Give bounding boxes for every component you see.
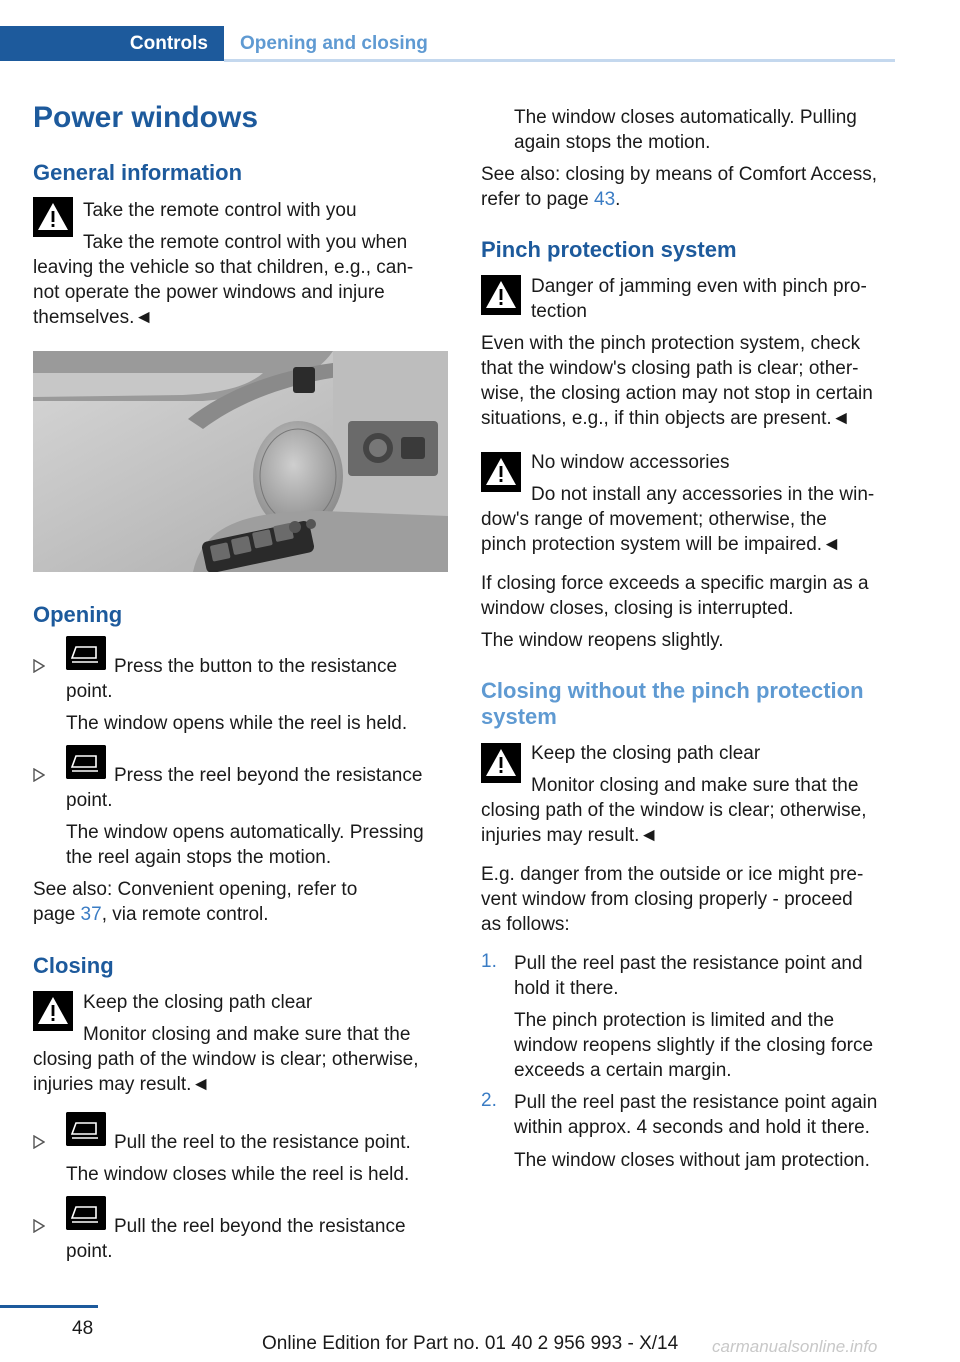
step-number: 2. — [481, 1090, 497, 1111]
warning-text: Monitor closing and make sure that the — [531, 775, 859, 796]
body-text: as follows: — [481, 914, 570, 935]
triangle-bullet-icon — [33, 1135, 45, 1149]
warning-title: Danger of jamming even with pinch pro- — [531, 276, 867, 297]
warning-text: closing path of the window is clear; otherwise, — [481, 800, 867, 821]
see-also-suffix: . — [615, 189, 621, 210]
body-text: vent window from closing properly - proceed — [481, 889, 853, 910]
closing-heading: Closing — [33, 953, 114, 978]
warning-triangle-icon — [481, 275, 521, 315]
opening-step-note: The window opens automatically. Pressing — [66, 822, 424, 843]
closing-without-pinch-heading — [481, 678, 864, 730]
warning-title: Take the remote control with you — [83, 200, 357, 221]
closing-step-text: Pull the reel beyond the resistance — [114, 1216, 406, 1237]
see-also-text: See also: Convenient opening, refer to — [33, 879, 358, 900]
step-text: within approx. 4 seconds and hold it there. — [514, 1117, 870, 1138]
opening-step-text: Press the reel beyond the resistance — [114, 765, 423, 786]
opening-step-note: The window opens while the reel is held. — [66, 713, 408, 734]
opening-step-text: point. — [66, 790, 113, 811]
closing-step-text: point. — [66, 1241, 113, 1262]
warning-text: wise, the closing action may not stop in certain — [481, 383, 873, 404]
warning-triangle-icon — [481, 743, 521, 783]
warning-text: that the window's closing path is clear; other- — [481, 358, 859, 379]
warning-text: Monitor closing and make sure that the — [83, 1024, 411, 1045]
step-text: Pull the reel past the resistance point again — [514, 1092, 878, 1113]
triangle-bullet-icon — [33, 659, 45, 673]
warning-text: situations, e.g., if thin objects are present.◄ — [481, 408, 851, 429]
warning-text: themselves.◄ — [33, 307, 154, 328]
see-also-text — [33, 902, 269, 927]
warning-text: dow's range of movement; otherwise, the — [481, 509, 827, 530]
opening-step-text: Press the button to the resistance — [114, 656, 398, 677]
body-text: If closing force exceeds a specific margin as a — [481, 573, 869, 594]
page-link-37[interactable]: 37 — [80, 904, 102, 925]
warning-title: No window accessories — [531, 452, 730, 473]
step-note: The pinch protection is limited and the — [514, 1010, 835, 1031]
tab-opening-and-closing: Opening and closing — [240, 33, 428, 54]
header-divider — [224, 59, 895, 62]
warning-title: Keep the closing path clear — [531, 743, 761, 764]
see-also-suffix: , via remote control. — [101, 904, 269, 925]
window-switch-icon — [66, 636, 106, 670]
warning-triangle-icon — [33, 197, 73, 237]
warning-text: injuries may result.◄ — [481, 825, 659, 846]
see-also-text: See also: closing by means of Comfort Access, — [481, 164, 878, 185]
warning-text: closing path of the window is clear; otherwise, — [33, 1049, 419, 1070]
step-text: hold it there. — [514, 978, 619, 999]
triangle-bullet-icon — [33, 768, 45, 782]
body-text: The window reopens slightly. — [481, 630, 724, 651]
step-note: exceeds a certain margin. — [514, 1060, 732, 1081]
closing-step-note: The window closes automatically. Pulling — [514, 107, 857, 128]
warning-text: pinch protection system will be impaired.◄ — [481, 534, 841, 555]
warning-title: tection — [531, 301, 587, 322]
see-also-prefix: page — [33, 904, 81, 925]
warning-text: not operate the power windows and injure — [33, 282, 385, 303]
watermark-text: carmanualsonline.info — [712, 1337, 878, 1356]
footer-divider — [0, 1305, 98, 1308]
opening-heading: Opening — [33, 602, 123, 627]
tab-controls: Controls — [0, 26, 224, 61]
opening-step-text: point. — [66, 681, 113, 702]
door-panel-photo — [33, 351, 448, 572]
triangle-bullet-icon — [33, 1219, 45, 1233]
body-text: window closes, closing is interrupted. — [481, 598, 794, 619]
warning-text: leaving the vehicle so that children, e.g., can- — [33, 257, 414, 278]
heading-line: system — [481, 704, 557, 729]
warning-triangle-icon — [33, 991, 73, 1031]
warning-triangle-icon — [481, 452, 521, 492]
window-switch-icon — [66, 1196, 106, 1230]
warning-text: injuries may result.◄ — [33, 1074, 211, 1095]
page-link-43[interactable]: 43 — [594, 189, 616, 210]
warning-text: Even with the pinch protection system, check — [481, 333, 861, 354]
closing-step-note: The window closes while the reel is held. — [66, 1164, 410, 1185]
warning-text: Do not install any accessories in the win- — [531, 484, 875, 505]
body-text: E.g. danger from the outside or ice might pre- — [481, 864, 864, 885]
closing-step-text: Pull the reel to the resistance point. — [114, 1132, 411, 1153]
closing-step-note: again stops the motion. — [514, 132, 711, 153]
window-switch-icon — [66, 745, 106, 779]
step-note: The window closes without jam protection. — [514, 1150, 870, 1171]
warning-title: Keep the closing path clear — [83, 992, 313, 1013]
step-note: window reopens slightly if the closing force — [514, 1035, 874, 1056]
step-number: 1. — [481, 951, 497, 972]
heading-line: Closing without the pinch protection — [481, 678, 864, 703]
pinch-protection-heading: Pinch protection system — [481, 237, 737, 262]
edition-text: Online Edition for Part no. 01 40 2 956 993 - X/14 — [262, 1333, 679, 1354]
step-text: Pull the reel past the resistance point and — [514, 953, 863, 974]
page-title: Power windows — [33, 101, 259, 134]
see-also-text — [481, 187, 620, 212]
see-also-prefix: refer to page — [481, 189, 595, 210]
page-header — [0, 0, 895, 62]
warning-text: Take the remote control with you when — [83, 232, 408, 253]
window-switch-icon — [66, 1112, 106, 1146]
general-information-heading: General information — [33, 160, 243, 185]
page-number: 48 — [72, 1318, 94, 1339]
opening-step-note: the reel again stops the motion. — [66, 847, 332, 868]
